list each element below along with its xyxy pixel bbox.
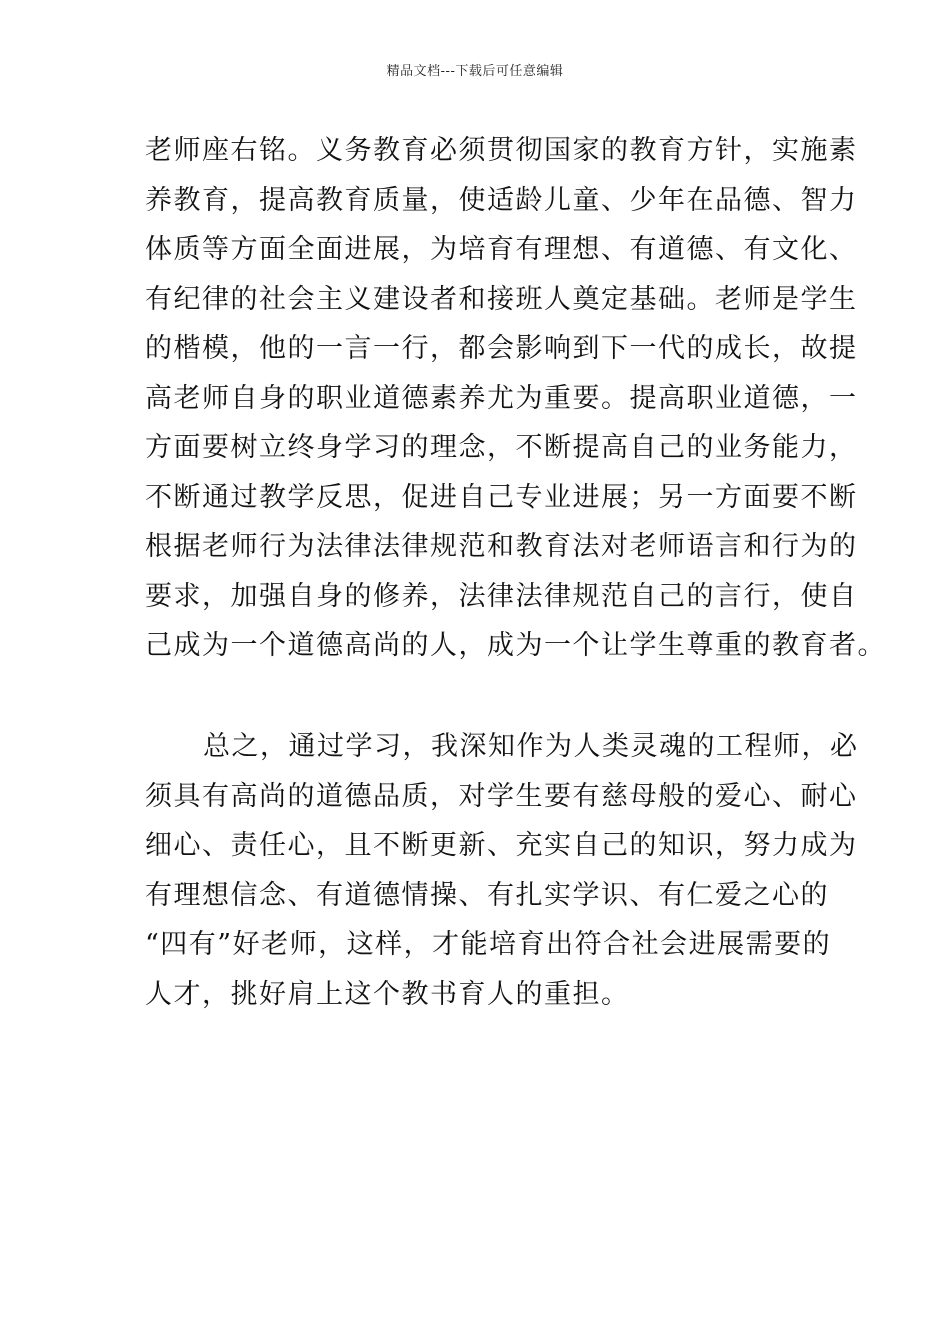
text-line: 老师座右铭。义务教育必须贯彻国家的教育方针，实施素 bbox=[145, 135, 858, 166]
paragraph-2 bbox=[145, 722, 859, 1019]
text-line: 不断通过教学反思，促进自己专业进展；另一方面要不断 bbox=[145, 481, 858, 513]
text-line: “四有”好老师，这样，才能培育出符合社会进展需要的 bbox=[145, 929, 832, 960]
text-line: 根据老师行为法律法律规范和教育法对老师语言和行为的 bbox=[145, 531, 858, 562]
text-line: 人才，挑好肩上这个教书育人的重担。 bbox=[145, 978, 630, 1010]
text-line: 高老师自身的职业道德素养尤为重要。提高职业道德，一 bbox=[145, 382, 858, 414]
paragraph-1 bbox=[145, 126, 886, 671]
text-line: 己成为一个道德高尚的人，成为一个让学生尊重的教育者。 bbox=[145, 630, 886, 661]
text-line: 须具有高尚的道德品质，对学生要有慈母般的爱心、耐心 bbox=[145, 780, 858, 812]
text-line: 养教育，提高教育质量，使适龄儿童、少年在品德、智力 bbox=[145, 184, 858, 216]
page-header: 精品文档---下载后可任意编辑 bbox=[386, 64, 564, 79]
text-line: 总之，通过学习，我深知作为人类灵魂的工程师，必 bbox=[203, 731, 859, 762]
text-line: 要求，加强自身的修养，法律法律规范自己的言行，使自 bbox=[145, 580, 858, 612]
text-line: 有理想信念、有道德情操、有扎实学识、有仁爱之心的 bbox=[145, 879, 829, 911]
text-line: 方面要树立终身学习的理念，不断提高自己的业务能力， bbox=[145, 432, 858, 463]
text-line: 体质等方面全面进展，为培育有理想、有道德、有文化、 bbox=[145, 234, 858, 265]
text-line: 有纪律的社会主义建设者和接班人奠定基础。老师是学生 bbox=[145, 283, 858, 315]
text-line: 细心、责任心，且不断更新、充实自己的知识，努力成为 bbox=[145, 830, 858, 861]
text-line: 的楷模，他的一言一行，都会影响到下一代的成长，故提 bbox=[145, 333, 858, 364]
